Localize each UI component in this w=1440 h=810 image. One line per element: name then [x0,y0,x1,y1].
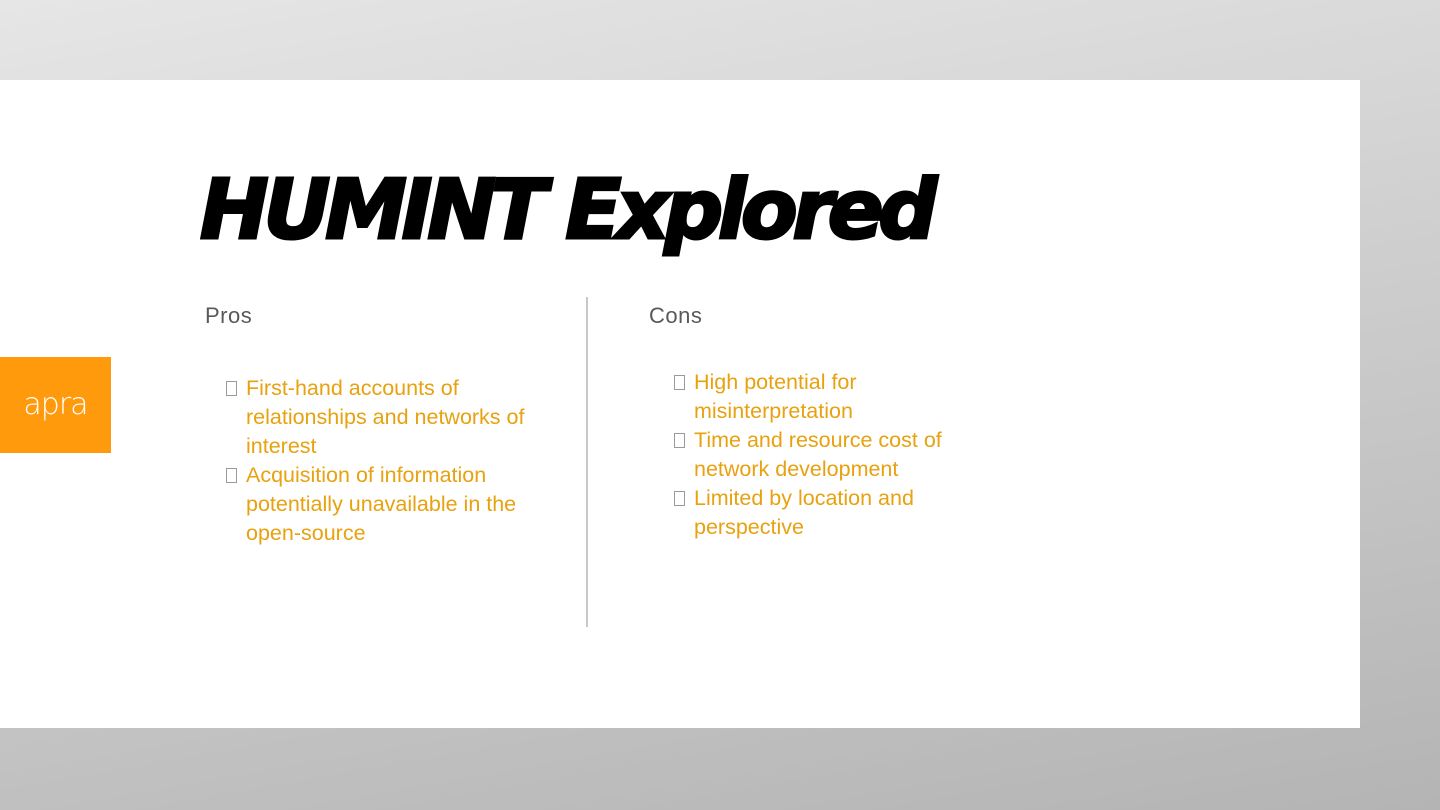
bullet-icon [674,433,685,448]
list-item-text: Acquisition of information potentially unavailable in the open-source [246,463,517,545]
list-item [674,484,994,542]
bullet-icon [226,381,237,396]
bullet-icon [674,491,685,506]
list-item-text: Time and resource cost of network development [694,428,942,481]
bullet-icon [226,468,237,483]
list-item [674,368,994,426]
list-item-text: First-hand accounts of relationships and networks of interest [246,376,525,458]
list-item [674,426,994,484]
list-item-text: High potential for misinterpretation [694,370,857,423]
pros-heading: Pros [205,303,253,328]
cons-list [674,368,994,542]
column-divider [586,297,588,627]
slide [0,80,1360,728]
apra-logo [0,357,111,453]
bullet-icon [674,375,685,390]
pros-list [226,374,571,548]
cons-heading: Cons [649,303,703,328]
list-item [226,374,571,461]
logo-text: apra [23,387,88,422]
list-item [226,461,571,548]
slide-title: HUMINT Explored [200,163,933,258]
list-item-text: Limited by location and perspective [694,486,914,539]
